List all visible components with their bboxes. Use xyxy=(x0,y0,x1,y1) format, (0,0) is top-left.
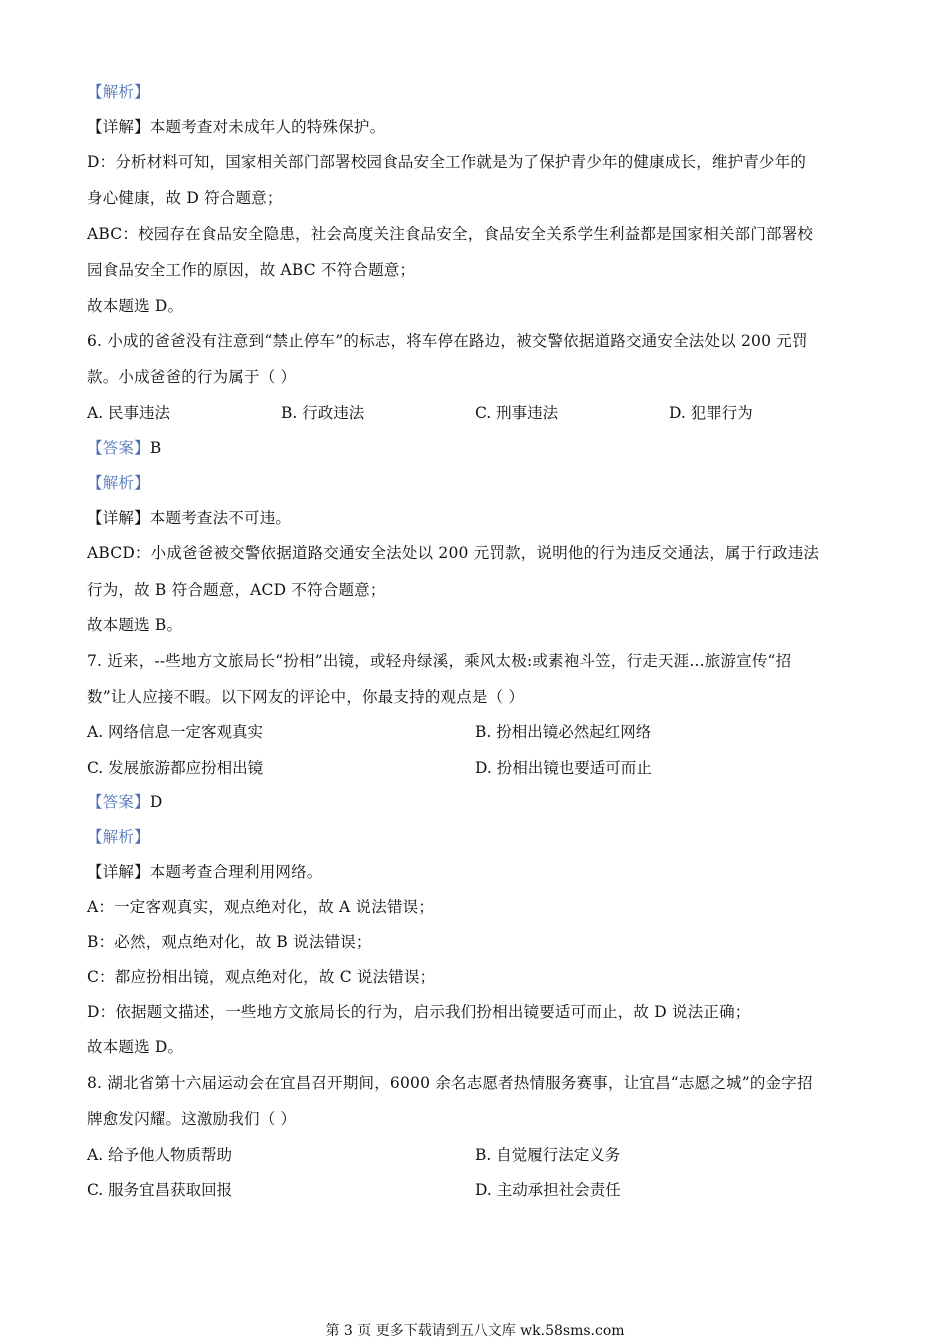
question-7-stem: 7. 近来，--些地方文旅局长“扮相”出镜，或轻舟绿溪，乘风太极:或素袍斗笠，行走天涯...旅游宣传“招 xyxy=(87,652,792,670)
explanation-line: B：必然，观点绝对化，故 B 说法错误； xyxy=(87,933,372,951)
q6-option-c: C. 刑事违法 xyxy=(475,404,559,422)
conclusion-line: 故本题选 D。 xyxy=(87,1038,184,1056)
q7-option-a: A. 网络信息一定客观真实 xyxy=(87,723,264,741)
conclusion-line: 故本题选 B。 xyxy=(87,616,183,634)
question-6-stem: 款。小成爸爸的行为属于（ ） xyxy=(87,368,297,386)
q8-option-c: C. 服务宜昌获取回报 xyxy=(87,1181,233,1199)
conclusion-line: 故本题选 D。 xyxy=(87,297,184,315)
q8-option-a: A. 给予他人物质帮助 xyxy=(87,1146,233,1164)
q6-option-d: D. 犯罪行为 xyxy=(669,404,753,422)
q6-option-b: B. 行政违法 xyxy=(281,404,365,422)
analysis-label: 【解析】 xyxy=(87,828,150,846)
q6-option-a: A. 民事违法 xyxy=(87,404,171,422)
explanation-line: A：一定客观真实，观点绝对化，故 A 说法错误； xyxy=(87,898,435,916)
q8-option-d: D. 主动承担社会责任 xyxy=(475,1181,621,1199)
detail-line: 【详解】本题考查法不可违。 xyxy=(87,509,292,527)
question-8-stem: 牌愈发闪耀。这激励我们（ ） xyxy=(87,1110,297,1128)
explanation-line: 园食品安全工作的原因，故 ABC 不符合题意； xyxy=(87,261,416,279)
answer-line: 【答案】B xyxy=(87,439,162,457)
explanation-line: 行为，故 B 符合题意，ACD 不符合题意； xyxy=(87,581,386,599)
explanation-line: D：分析材料可知，国家相关部门部署校园食品安全工作就是为了保护青少年的健康成长，维护青少年的 xyxy=(87,153,807,171)
detail-line: 【详解】本题考查合理利用网络。 xyxy=(87,863,323,881)
page-footer: 第 3 页 更多下载请到五八文库 wk.58sms.com xyxy=(325,1323,625,1339)
q8-option-b: B. 自觉履行法定义务 xyxy=(475,1146,621,1164)
explanation-line: ABC：校园存在食品安全隐患，社会高度关注食品安全，食品安全关系学生利益都是国家相关部门部署校 xyxy=(87,225,814,243)
question-6-stem: 6. 小成的爸爸没有注意到“禁止停车”的标志，将车停在路边，被交警依据道路交通安全法处以 200 元罚 xyxy=(87,332,808,350)
detail-line: 【详解】本题考查对未成年人的特殊保护。 xyxy=(87,118,386,136)
analysis-label: 【解析】 xyxy=(87,474,150,492)
question-8-stem: 8. 湖北省第十六届运动会在宜昌召开期间，6000 余名志愿者热情服务赛事，让宜昌“志愿之城”的金字招 xyxy=(87,1074,813,1092)
explanation-line: D：依据题文描述，一些地方文旅局长的行为，启示我们扮相出镜要适可而止，故 D 说法正确； xyxy=(87,1003,751,1021)
analysis-label: 【解析】 xyxy=(87,83,150,101)
explanation-line: 身心健康，故 D 符合题意； xyxy=(87,189,283,207)
question-7-stem: 数”让人应接不暇。以下网友的评论中，你最支持的观点是（ ） xyxy=(87,688,525,706)
explanation-line: ABCD：小成爸爸被交警依据道路交通安全法处以 200 元罚款，说明他的行为违反交通法，属于行政违法 xyxy=(87,544,820,562)
answer-line: 【答案】D xyxy=(87,793,163,811)
explanation-line: C：都应扮相出镜，观点绝对化，故 C 说法错误； xyxy=(87,968,436,986)
q7-option-d: D. 扮相出镜也要适可而止 xyxy=(475,759,652,777)
q7-option-c: C. 发展旅游都应扮相出镜 xyxy=(87,759,264,777)
q7-option-b: B. 扮相出镜必然起红网络 xyxy=(475,723,652,741)
